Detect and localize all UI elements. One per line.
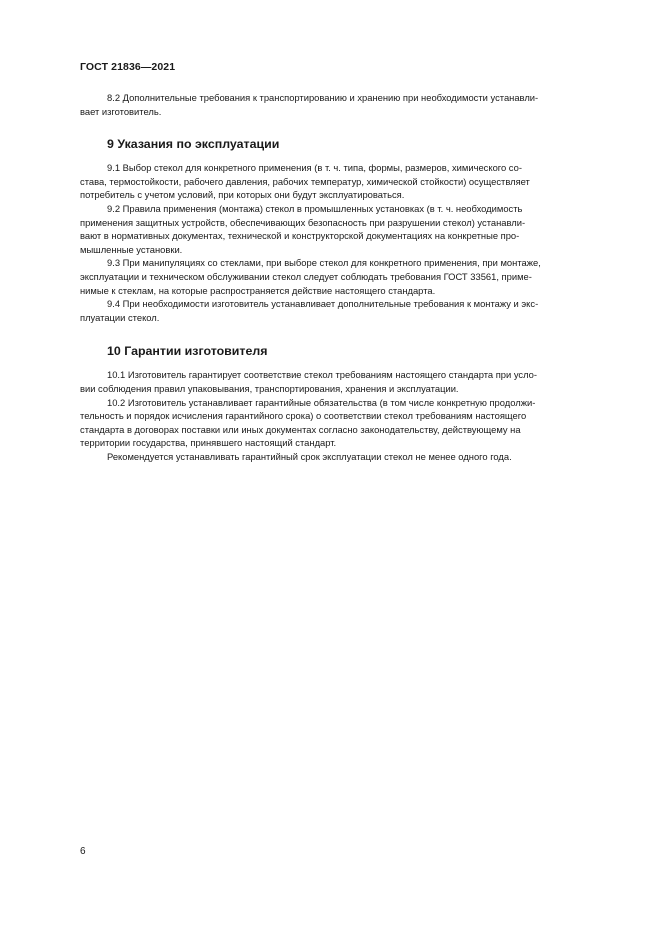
section-9-title: 9 Указания по эксплуатации [107, 137, 280, 152]
paragraph-9-3: 9.3 При манипуляциях со стеклами, при выборе стекол для конкретного применения, при монтаже, эксплуатации и техническом обслуживании стекол следует соблюдать требования ГОСТ 33561, приме- нимые к стеклам, на которые распространяется действие настоящего стандарта. [80, 257, 541, 296]
paragraph-9-1: 9.1 Выбор стекол для конкретного применения (в т. ч. типа, формы, размеров, химического со- става, термостойкости, рабочего давления, рабочих температур, химической стойкости) осуществляет потребитель с учетом условий, при которых они будут эксплуатироваться. [80, 162, 530, 201]
document-body [80, 91, 583, 463]
paragraph-warranty-recommendation: Рекомендуется устанавливать гарантийный срок эксплуатации стекол не менее одного года. [107, 450, 512, 462]
paragraph-10-1: 10.1 Изготовитель гарантирует соответствие стекол требованиям настоящего стандарта при усло- вии соблюдения правил упаковывания, транспортирования, хранения и эксплуатации. [80, 369, 538, 394]
paragraph-10-2: 10.2 Изготовитель устанавливает гарантийные обязательства (в том числе конкретную продолжи- тельность и порядок исчисления гарантийного срока) о соответствии стекол требованиям настоящего стандарта в договорах поставки или иных документах согласно законодательству, действующему на территории государства, принявшего настоящий стандарт. [80, 396, 536, 449]
paragraph-8-2: 8.2 Дополнительные требования к транспортированию и хранению при необходимости устанавли- вает изготовитель. [80, 92, 539, 117]
paragraph-9-2: 9.2 Правила применения (монтажа) стекол в промышленных установках (в т. ч. необходимость применения защитных устройств, обеспечивающих безопасность при разрушении стекол) устанавли- вают в нормативных документах, технической и конструкторской документациях на конкретные про- мышленные установки. [80, 202, 526, 255]
page-number: 6 [80, 846, 86, 857]
paragraph-9-4: 9.4 При необходимости изготовитель устанавливает дополнительные требования к монтажу и экс- плуатации стекол. [80, 298, 539, 323]
standard-header: ГОСТ 21836—2021 [80, 61, 176, 73]
section-10-title: 10 Гарантии изготовителя [107, 344, 268, 359]
